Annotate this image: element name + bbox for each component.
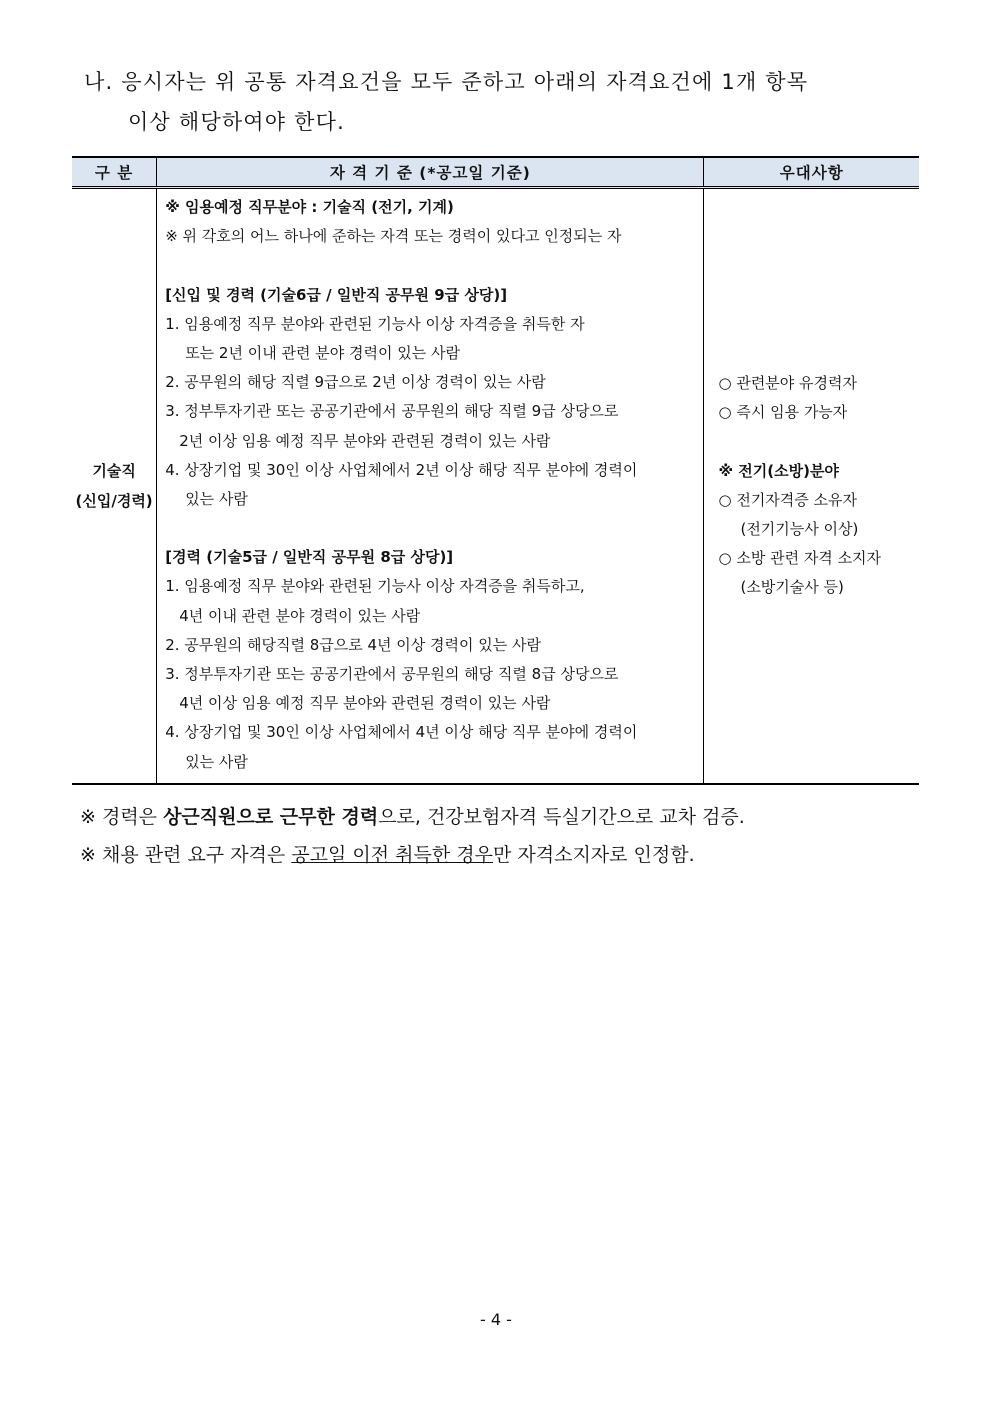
- criteria-line: 2. 공무원의 해당직렬 8급으로 4년 이상 경력이 있는 사람: [165, 635, 542, 654]
- preference-spacer: [718, 427, 919, 456]
- criteria-line: 2. 공무원의 해당 직렬 9급으로 2년 이상 경력이 있는 사람: [165, 373, 546, 392]
- header-criteria: 자 격 기 준 (*공고일 기준): [157, 157, 704, 188]
- page-number: - 4 -: [480, 1310, 512, 1329]
- preference-line: ○ 즉시 임용 가능자: [718, 403, 848, 422]
- category-line-2: (신입/경력): [75, 491, 153, 510]
- preference-line: (전기기능사 이상): [740, 519, 859, 538]
- table-row: [72, 188, 919, 784]
- criteria-section-heading: [신입 및 경력 (기술6급 / 일반직 공무원 9급 상당)]: [165, 285, 508, 304]
- criteria-line: 또는 2년 이내 관련 분야 경력이 있는 사람: [185, 343, 460, 362]
- intro-paragraph: [84, 62, 924, 142]
- category-line-1: 기술직: [92, 461, 136, 480]
- intro-line-2: 이상 해당하여야 한다.: [128, 110, 345, 134]
- criteria-line: 있는 사람: [185, 752, 248, 771]
- preference-line: ○ 소방 관련 자격 소지자: [718, 549, 882, 568]
- criteria-line: 3. 정부투자기관 또는 공공기관에서 공무원의 해당 직렬 9급 상당으로: [165, 402, 619, 421]
- criteria-line: 1. 임용예정 직무 분야와 관련된 기능사 이상 자격증을 취득하고,: [165, 577, 585, 596]
- note-underline: 공고일 이전 취득한 경우: [291, 844, 493, 866]
- criteria-spacer: [165, 251, 703, 280]
- intro-line-1: 나. 응시자는 위 공통 자격요건을 모두 준하고 아래의 자격요건에 1개 항목: [84, 70, 809, 94]
- criteria-line: 3. 정부투자기관 또는 공공기관에서 공무원의 해당 직렬 8급 상당으로: [165, 665, 619, 683]
- criteria-spacer: [165, 514, 703, 543]
- notes: [80, 798, 940, 874]
- criteria-line: 4. 상장기업 및 30인 이상 사업체에서 2년 이상 해당 직무 분야에 경력이: [165, 460, 638, 479]
- criteria-line: 4. 상장기업 및 30인 이상 사업체에서 4년 이상 해당 직무 분야에 경력이: [165, 723, 638, 742]
- criteria-line: 1. 임용예정 직무 분야와 관련된 기능사 이상 자격증을 취득한 자: [165, 314, 585, 333]
- criteria-line: ※ 임용예정 직무분야 : 기술직 (전기, 기계): [165, 198, 454, 216]
- preference-line: ○ 전기자격증 소유자: [718, 490, 858, 509]
- criteria-line: 4년 이상 임용 예정 직무 분야와 관련된 경력이 있는 사람: [179, 694, 551, 713]
- preference-heading: ※ 전기(소방)분야: [718, 461, 839, 480]
- criteria-section-heading: [경력 (기술5급 / 일반직 공무원 8급 상당)]: [165, 548, 454, 567]
- preference-line: (소방기술사 등): [740, 578, 844, 597]
- note-qualification: ※ 채용 관련 요구 자격은 공고일 이전 취득한 경우만 자격소지자로 인정함.: [80, 844, 695, 866]
- qualification-table: [72, 156, 919, 785]
- criteria-cell: [157, 188, 704, 784]
- note-experience: ※ 경력은 상근직원으로 근무한 경력으로, 건강보험자격 득실기간으로 교차 검증.: [80, 806, 745, 828]
- criteria-line: 2년 이상 임용 예정 직무 분야와 관련된 경력이 있는 사람: [179, 431, 551, 450]
- note-emphasis: 상근직원으로 근무한 경력: [163, 806, 379, 828]
- preference-line: ○ 관련분야 유경력자: [718, 374, 858, 392]
- criteria-line: 4년 이내 관련 분야 경력이 있는 사람: [179, 606, 421, 625]
- header-preferences: 우대사항: [704, 157, 919, 188]
- criteria-line: ※ 위 각호의 어느 하나에 준하는 자격 또는 경력이 있다고 인정되는 자: [165, 227, 622, 246]
- category-cell: [72, 188, 157, 784]
- table-header-row: [72, 157, 919, 188]
- preferences-cell: [704, 188, 919, 784]
- criteria-line: 있는 사람: [185, 489, 248, 508]
- header-category: 구 분: [72, 157, 157, 188]
